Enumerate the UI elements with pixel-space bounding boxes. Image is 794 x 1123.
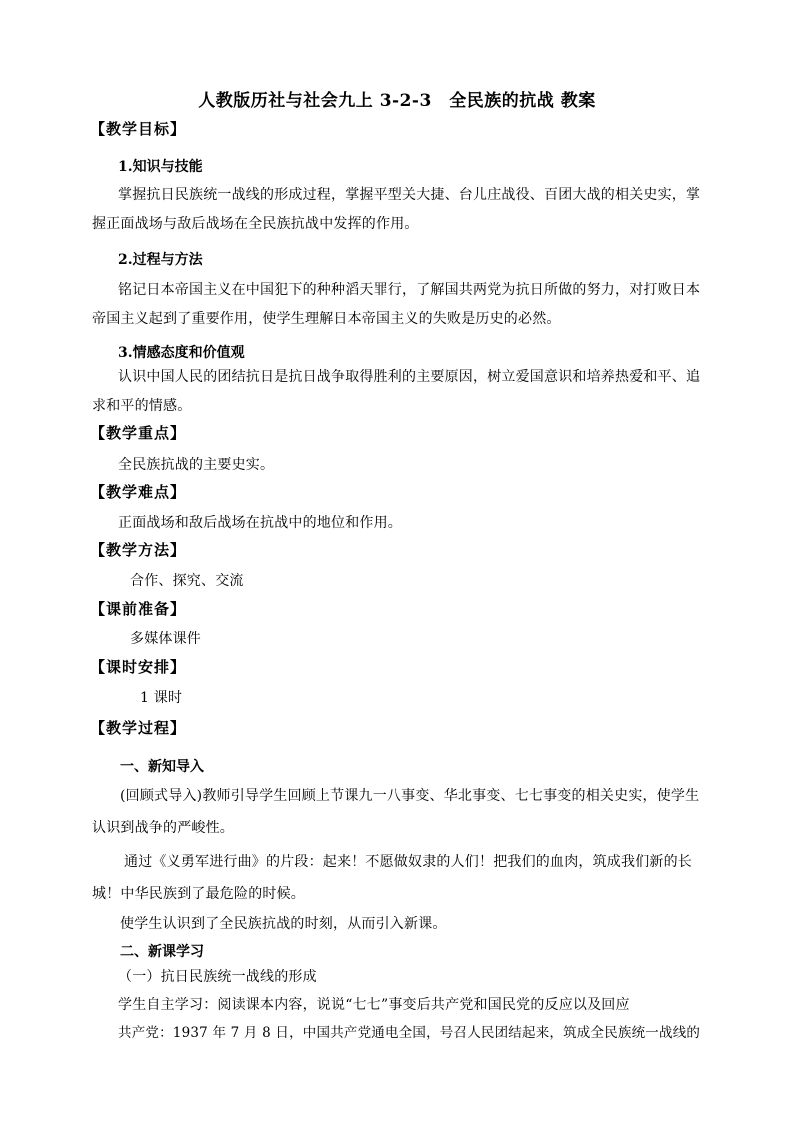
heading-process: 【教学过程】 (90, 719, 187, 737)
part-2-title: 二、新课学习 (120, 944, 204, 960)
heading-schedule: 【课时安排】 (90, 658, 187, 676)
goal-1-title: 1.知识与技能 (118, 159, 203, 175)
process-paragraph-2: 通过《义勇军进行曲》的片段：起来！不愿做奴隶的人们！把我们的血肉，筑成我们新的长城！中华民族到了最危险的时候。 (92, 854, 692, 902)
subsection-1-title: （一）抗日民族统一战线的形成 (118, 969, 317, 985)
page-title: 人教版历社与社会九上 3-2-3 全民族的抗战 教案 (198, 91, 596, 111)
goal-1-text: 掌握抗日民族统一战线的形成过程，掌握平型关大捷、台儿庄战役、百团大战的相关史实，掌握正面战场与敌后战场在全民族抗战中发挥的作用。 (92, 187, 701, 232)
goal-3-title: 3.情感态度和价值观 (118, 345, 245, 361)
part-1-title: 一、新知导入 (120, 759, 204, 775)
heading-methods: 【教学方法】 (90, 541, 187, 559)
process-paragraph-3: 使学生认识到了全民族抗战的时刻，从而引入新课。 (120, 916, 447, 932)
difficulties-text: 正面战场和敌后战场在抗战中的地位和作用。 (118, 515, 402, 531)
goal-2-title: 2.过程与方法 (118, 252, 203, 268)
schedule-text: 1 课时 (140, 690, 183, 706)
methods-text: 合作、探究、交流 (130, 573, 244, 589)
heading-preparation: 【课前准备】 (90, 600, 187, 618)
process-paragraph-1: (回顾式导入)教师引导学生回顾上节课九一八事变、华北事变、七七事变的相关史实，使学生认识到战争的严峻性。 (92, 788, 700, 836)
goal-2-text: 铭记日本帝国主义在中国犯下的种种滔天罪行，了解国共两党为抗日所做的努力，对打败日本帝国主义起到了重要作用，使学生理解日本帝国主义的失败是历史的必然。 (92, 282, 701, 327)
key-points-text: 全民族抗战的主要史实。 (118, 457, 275, 473)
goal-3-text: 认识中国人民的团结抗日是抗日战争取得胜利的主要原因，树立爱国意识和培养热爱和平、追求和平的情感。 (92, 369, 701, 414)
heading-key-points: 【教学重点】 (90, 424, 187, 442)
cpc-text: 共产党：1937 年 7 月 8 日，中国共产党通电全国，号召人民团结起来，筑成全民族统一战线的 (118, 1025, 701, 1041)
preparation-text: 多媒体课件 (130, 631, 201, 647)
self-study-text: 学生自主学习：阅读课本内容，说说“七七”事变后共产党和国民党的反应以及回应 (118, 997, 630, 1013)
heading-goals: 【教学目标】 (90, 120, 187, 138)
heading-difficulties: 【教学难点】 (90, 483, 187, 501)
